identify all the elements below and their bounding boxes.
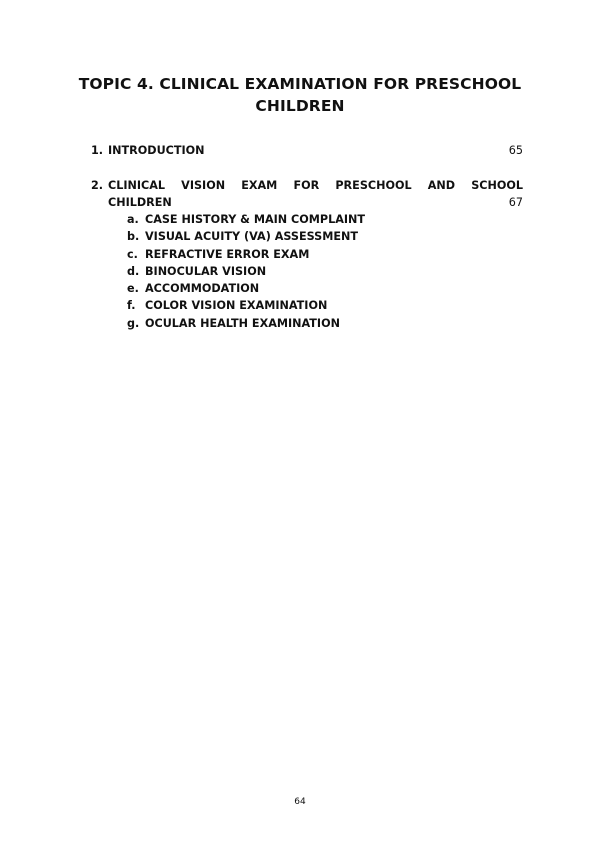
toc-entry-word: FOR bbox=[293, 179, 320, 192]
toc-subsection-letter: e. bbox=[127, 282, 139, 296]
toc-subsection-item[interactable] bbox=[127, 297, 507, 314]
toc-subsection-item[interactable] bbox=[127, 263, 507, 280]
toc-entry-word: EXAM bbox=[241, 179, 278, 192]
toc-subsection-label: CASE HISTORY & MAIN COMPLAINT bbox=[145, 213, 366, 226]
toc-subsection-item[interactable] bbox=[127, 228, 507, 245]
page-title-line-1: TOPIC 4. CLINICAL EXAMINATION FOR PRESCHOOL bbox=[78, 75, 522, 93]
toc-subsection-item[interactable] bbox=[127, 280, 507, 297]
toc-entry-label: INTRODUCTION bbox=[108, 144, 205, 157]
toc-subsection-label: BINOCULAR VISION bbox=[145, 264, 267, 278]
toc-entry-word: VISION bbox=[181, 179, 226, 192]
page-title bbox=[60, 73, 540, 117]
toc-subsection-letter: g. bbox=[127, 316, 140, 330]
toc-entry-word: AND bbox=[427, 179, 456, 192]
toc-subsection-item[interactable] bbox=[127, 211, 507, 228]
toc-entry-number: 2. bbox=[91, 179, 104, 192]
toc-entry-introduction[interactable] bbox=[91, 142, 523, 159]
toc-subsection-label: OCULAR HEALTH EXAMINATION bbox=[145, 316, 340, 330]
toc-page-reference: 65 bbox=[508, 144, 523, 157]
toc-entry-number: 1. bbox=[91, 144, 104, 157]
page-number: 64 bbox=[294, 797, 306, 807]
toc-subsection-label: REFRACTIVE ERROR EXAM bbox=[145, 247, 310, 261]
toc-subsection-label: ACCOMMODATION bbox=[145, 282, 260, 296]
toc-subsection-item[interactable] bbox=[127, 315, 507, 332]
toc-entry-label-line-1 bbox=[108, 177, 523, 194]
toc-entry-word: SCHOOL bbox=[471, 179, 523, 192]
toc-entry-word: PRESCHOOL bbox=[335, 179, 412, 192]
toc-subsection-letter: b. bbox=[127, 230, 140, 244]
page-title-line-2: CHILDREN bbox=[255, 97, 345, 115]
toc-subsection-label: VISUAL ACUITY (VA) ASSESSMENT bbox=[145, 230, 359, 244]
toc-page-reference: 67 bbox=[508, 196, 523, 209]
toc-subsection-letter: d. bbox=[127, 264, 140, 278]
toc-subsection-list bbox=[127, 211, 507, 332]
toc-entry-clinical-vision-exam[interactable] bbox=[91, 177, 523, 211]
toc-entry-word: CLINICAL bbox=[108, 179, 166, 192]
toc-subsection-item[interactable] bbox=[127, 246, 507, 263]
toc-subsection-letter: a. bbox=[127, 213, 139, 226]
toc-subsection-letter: c. bbox=[127, 247, 138, 261]
toc-subsection-letter: f. bbox=[127, 299, 136, 313]
toc-subsection-label: COLOR VISION EXAMINATION bbox=[145, 299, 328, 313]
toc-entry-label-line-2: CHILDREN bbox=[108, 196, 172, 209]
